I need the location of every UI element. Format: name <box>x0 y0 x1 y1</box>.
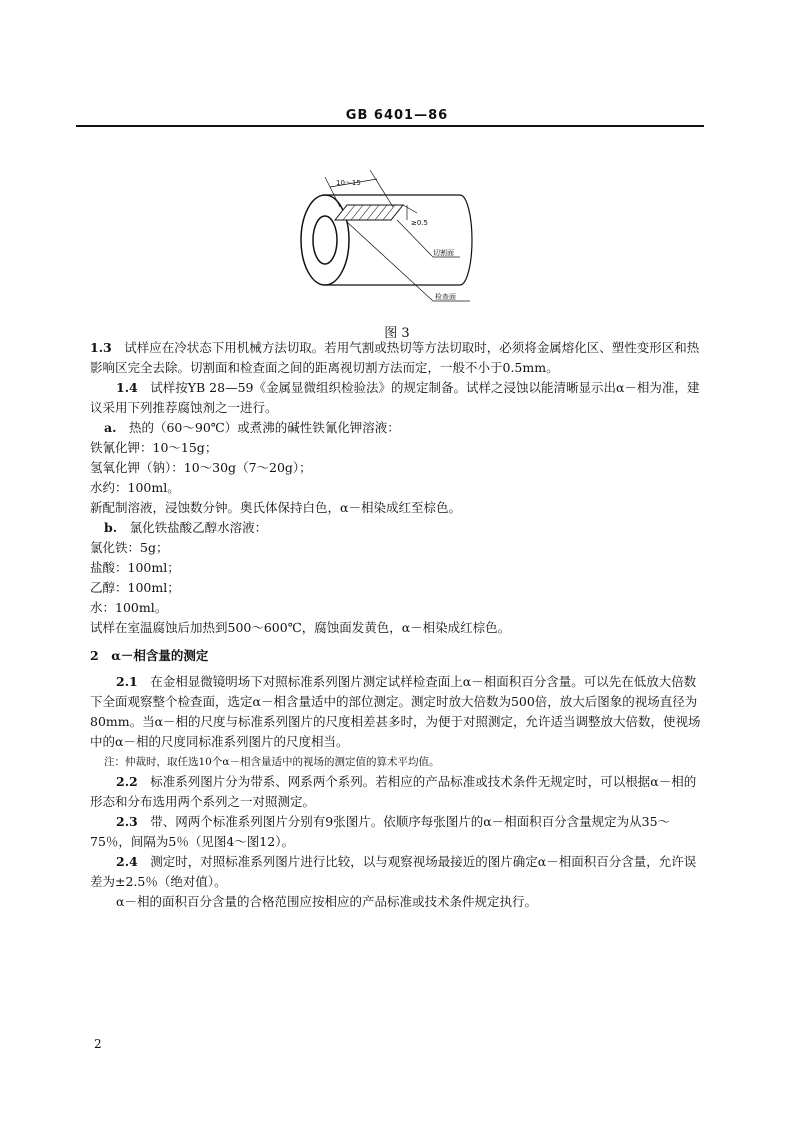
final-paragraph: α－相的面积百分含量的合格范围应按相应的产品标准或技术条件规定执行。 <box>116 894 537 909</box>
figure-3-tube-diagram <box>285 165 515 315</box>
tube-front-inner <box>313 216 337 264</box>
reagent-a-line: 新配制溶液，浸蚀数分钟。奥氏体保持白色，α－相染成红至棕色。 <box>90 500 461 515</box>
paragraph-2-2: 2.2 标准系列图片分为带系、网系两个系列。若相应的产品标准或技术条件无规定时，可以根据α－相的形态和分布选用两个系列之一对照测定。 <box>90 774 697 809</box>
figure-caption: 图 3 <box>384 326 410 341</box>
page-number: 2 <box>94 1037 102 1051</box>
cut-surface-label: 切割面 <box>433 249 454 257</box>
tube-end <box>460 195 472 285</box>
clause-text: 试样应在冷状态下用机械方法切取。若用气割或热切等方法切取时，必须将金属熔化区、塑性变形区和热影响区完全去除。切割面和检查面之间的距离视切割方法而定，一般不小于0.5mm。 <box>90 340 700 375</box>
standard-code-header: GB 6401—86 <box>345 108 449 123</box>
reagent-b-line: 水：100ml。 <box>90 600 168 615</box>
clause-text: 试样按YB 28—59《金属显微组织检验法》的规定制备。试样之浸蚀以能清晰显示出α－相为准，建议采用下列推荐腐蚀剂之一进行。 <box>90 380 700 415</box>
note: 注：仲裁时，取任选10个α－相含量适中的视场的测定值的算术平均值。 <box>104 756 440 768</box>
paragraph-2-1: 2.1 在金相显微镜明场下对照标准系列图片测定试样检查面上α－相面积百分含量。可以先在低放大倍数下全面观察整个检查面，选定α－相含量适中的部位测定。测定时放大倍数为500倍，放大后图象的视场直径为80mm。当α－相的尺度与标准系列图片的尺度相差甚多时，为便于对照测定，允许适当调整放大倍数，使视场中的α－相的尺度同标准系列图片的尺度相当。 <box>90 674 701 749</box>
inspection-surface-label: 检查面 <box>435 293 456 301</box>
reagent-b-line: 试样在室温腐蚀后加热到500～600℃，腐蚀面发黄色，α－相染成红棕色。 <box>90 620 511 635</box>
reagent-a-line: 铁氰化钾：10～15g； <box>90 440 218 455</box>
reagent-b-line: 乙醇：100ml； <box>90 580 180 595</box>
reagent-a-line: 水约：100ml。 <box>90 480 180 495</box>
document-body <box>90 338 702 912</box>
reagent-a-title: a. 热的（60～90℃）或煮沸的碱性铁氰化钾溶液： <box>104 420 400 435</box>
reagent-b-line: 氯化铁：5g； <box>90 540 169 555</box>
section-2-heading: 2 α－相含量的测定 <box>90 648 209 663</box>
header-rule <box>76 125 704 127</box>
paragraph-2-4: 2.4 测定时，对照标准系列图片进行比较，以与观察视场最接近的图片确定α－相面积百分含量，允许误差为±2.5％（绝对值）。 <box>90 854 697 889</box>
sample-hatch <box>335 205 403 220</box>
reagent-b-line: 盐酸：100ml； <box>90 560 180 575</box>
reagent-b-title: b. 氯化铁盐酸乙醇水溶液： <box>104 520 268 535</box>
reagent-a-line: 氢氧化钾（钠）：10～30g（7～20g）； <box>90 460 312 475</box>
paragraph-1-3 <box>90 338 702 378</box>
min-thickness-label: ≥0.5 <box>411 219 428 227</box>
dimension-label: 10～15 <box>336 179 361 187</box>
paragraph-2-3: 2.3 带、网两个标准系列图片分别有9张图片。依顺序每张图片的α－相面积百分含量规定为从35～75％，间隔为5％（见图4～图12）。 <box>90 814 671 849</box>
clause-number: 1.3 <box>90 340 112 355</box>
paragraph-1-4 <box>90 378 702 418</box>
clause-number: 1.4 <box>116 380 138 395</box>
